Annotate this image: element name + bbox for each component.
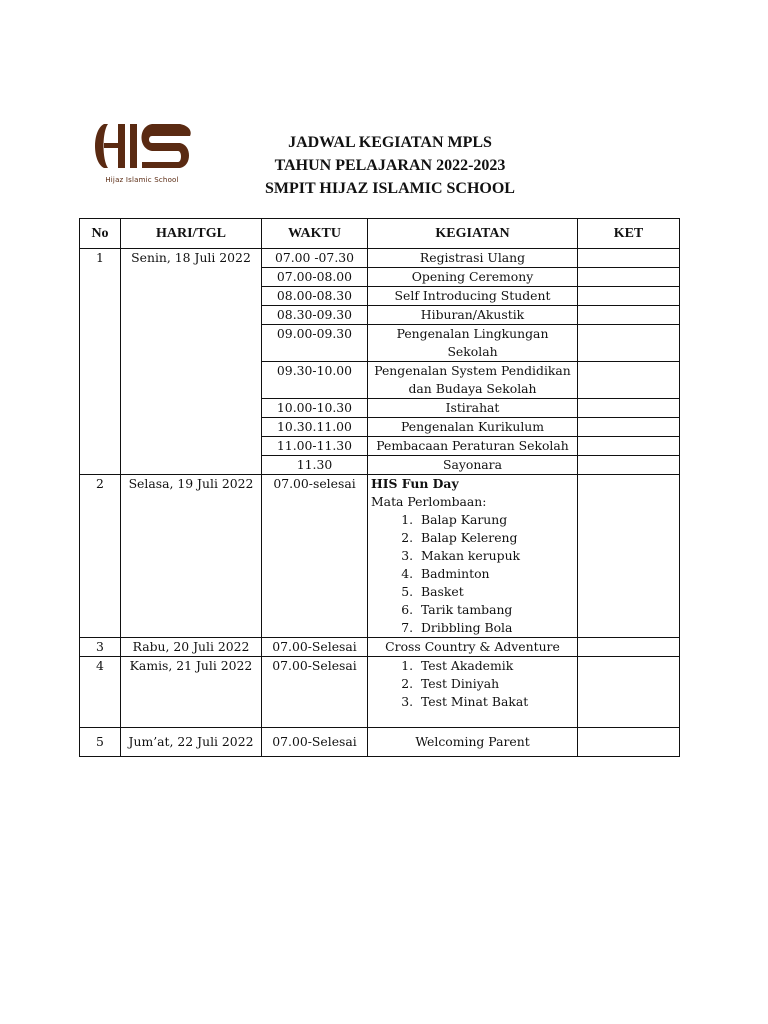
list-item: 1. Test Akademik — [417, 657, 574, 675]
row-no: 1 — [80, 249, 121, 475]
logo-caption: Hijaz Islamic School — [105, 176, 179, 184]
row-note — [578, 287, 680, 306]
row-activity: Welcoming Parent — [368, 728, 578, 757]
col-header-activity: KEGIATAN — [368, 219, 578, 249]
list-item: 5. Basket — [417, 583, 574, 601]
row-date: Jum’at, 22 Juli 2022 — [121, 728, 262, 757]
list-item: 3. Makan kerupuk — [417, 547, 574, 565]
row-date: Selasa, 19 Juli 2022 — [121, 475, 262, 638]
row-time: 10.30.11.00 — [262, 418, 368, 437]
list-item: 2. Test Diniyah — [417, 675, 574, 693]
row-no: 3 — [80, 638, 121, 657]
row-time: 07.00-selesai — [262, 475, 368, 638]
row-time: 10.00-10.30 — [262, 399, 368, 418]
his-logo-mark — [90, 118, 194, 174]
row-activity — [368, 475, 578, 638]
list-item: 4. Badminton — [417, 565, 574, 583]
row-activity — [368, 657, 578, 728]
col-header-no: No — [80, 219, 121, 249]
table-row — [80, 475, 680, 638]
heading-line-2: TAHUN PELAJARAN 2022-2023 — [274, 157, 506, 174]
list-item: 3. Test Minat Bakat — [417, 693, 574, 711]
row-time: 11.30 — [262, 456, 368, 475]
row-note — [578, 475, 680, 638]
list-item: 2. Balap Kelereng — [417, 529, 574, 547]
row-activity: Self Introducing Student — [368, 287, 578, 306]
row-activity: Registrasi Ulang — [368, 249, 578, 268]
row-no: 5 — [80, 728, 121, 757]
table-row — [80, 638, 680, 657]
row-date: Kamis, 21 Juli 2022 — [121, 657, 262, 728]
list-item: 1. Balap Karung — [417, 511, 574, 529]
row-note — [578, 399, 680, 418]
row-note — [578, 418, 680, 437]
row-time: 09.30-10.00 — [262, 362, 368, 399]
row-no: 4 — [80, 657, 121, 728]
row-activity: Pembacaan Peraturan Sekolah — [368, 437, 578, 456]
row-time: 08.30-09.30 — [262, 306, 368, 325]
row-note — [578, 268, 680, 287]
row-note — [578, 249, 680, 268]
row-note — [578, 437, 680, 456]
row-note — [578, 456, 680, 475]
schedule-table — [79, 218, 680, 757]
row-note — [578, 306, 680, 325]
row-note — [578, 362, 680, 399]
row-note — [578, 728, 680, 757]
row-date: Rabu, 20 Juli 2022 — [121, 638, 262, 657]
col-header-date: HARI/TGL — [121, 219, 262, 249]
document-heading — [180, 131, 600, 200]
row-activity: Sayonara — [368, 456, 578, 475]
row-note — [578, 325, 680, 362]
row-activity: Pengenalan Kurikulum — [368, 418, 578, 437]
row-activity: Opening Ceremony — [368, 268, 578, 287]
list-item: 6. Tarik tambang — [417, 601, 574, 619]
row-no: 2 — [80, 475, 121, 638]
table-row — [80, 728, 680, 757]
row-time: 08.00-08.30 — [262, 287, 368, 306]
row-note — [578, 657, 680, 728]
fun-day-title: HIS Fun Day — [371, 476, 459, 491]
row-time: 07.00 -07.30 — [262, 249, 368, 268]
table-header-row — [80, 219, 680, 249]
row-time: 07.00-Selesai — [262, 638, 368, 657]
row-note — [578, 638, 680, 657]
list-item: 7. Dribbling Bola — [417, 619, 574, 637]
heading-line-1: JADWAL KEGIATAN MPLS — [288, 134, 492, 151]
row-time: 07.00-Selesai — [262, 657, 368, 728]
row-time: 07.00-08.00 — [262, 268, 368, 287]
table-row — [80, 657, 680, 728]
heading-line-3: SMPIT HIJAZ ISLAMIC SCHOOL — [265, 180, 515, 197]
row-time: 11.00-11.30 — [262, 437, 368, 456]
competition-list — [371, 511, 574, 637]
col-header-note: KET — [578, 219, 680, 249]
row-activity: Istirahat — [368, 399, 578, 418]
school-logo — [90, 118, 194, 190]
row-activity: Pengenalan System Pendidikan dan Budaya Sekolah — [368, 362, 578, 399]
competition-subtitle: Mata Perlombaan: — [371, 494, 487, 509]
row-time: 07.00-Selesai — [262, 728, 368, 757]
col-header-time: WAKTU — [262, 219, 368, 249]
row-activity: Cross Country & Adventure — [368, 638, 578, 657]
row-activity: Pengenalan Lingkungan Sekolah — [368, 325, 578, 362]
table-row — [80, 249, 680, 268]
test-list — [371, 657, 574, 711]
row-activity: Hiburan/Akustik — [368, 306, 578, 325]
row-time: 09.00-09.30 — [262, 325, 368, 362]
row-date: Senin, 18 Juli 2022 — [121, 249, 262, 475]
